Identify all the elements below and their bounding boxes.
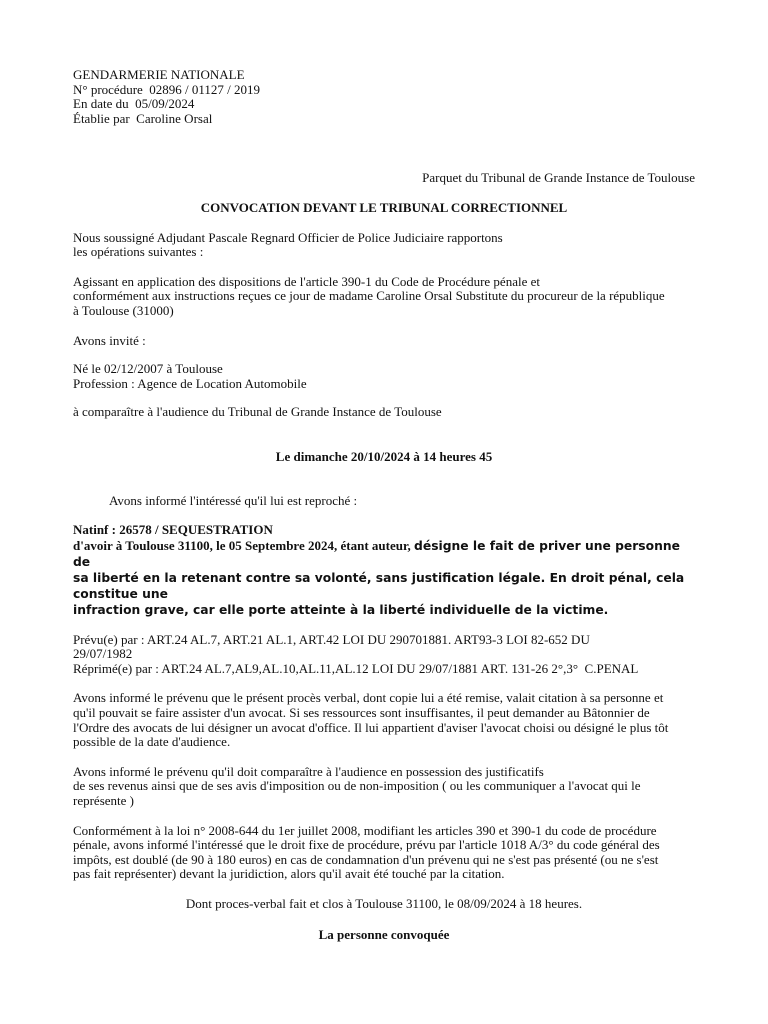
profession-line: Profession : Agence de Location Automobile <box>73 375 307 391</box>
justificatifs-paragraph <box>73 765 695 809</box>
loi-paragraph <box>73 824 695 882</box>
prevu-line-2: 29/07/1982 <box>73 646 133 662</box>
header-block <box>73 68 695 126</box>
informe-line-1: Avons informé le prévenu que le présent procès verbal, dont copie lui a été remise, valait citation à sa personne et <box>73 690 664 706</box>
natinf-line-1-serif: d'avoir à Toulouse 31100, le 05 Septembre 2024, étant auteur, <box>73 537 411 553</box>
informe-line-4: possible de la date d'audience. <box>73 734 231 750</box>
signature-label: La personne convoquée <box>318 926 450 942</box>
intro-line-1: Nous soussigné Adjudant Pascale Regnard Officier de Police Judiciaire rapportons <box>73 229 503 245</box>
natinf-title: Natinf : 26578 / SEQUESTRATION <box>73 522 273 538</box>
natinf-line-2: sa liberté en la retenant contre sa volonté, sans justification légale. En droit pénal, cela constitue une <box>73 570 685 601</box>
birth-line: Né le 02/12/2007 à Toulouse <box>73 361 223 377</box>
loi-line-2: pénale, avons informé l'intéressé que le droit fixe de procédure, prévu par l'article 1018 A/3° du code général des <box>73 837 660 853</box>
loi-line-4: pas fait représenter) devant la juridiction, alors qu'il avait été touché par la citation. <box>73 866 505 882</box>
justificatifs-line-1: Avons informé le prévenu qu'il doit comparaître à l'audience en possession des justificatifs <box>73 763 544 779</box>
intro-line-2: les opérations suivantes : <box>73 244 204 260</box>
reproche-line: Avons informé l'intéressé qu'il lui est reproché : <box>109 492 358 508</box>
document-title: CONVOCATION DEVANT LE TRIBUNAL CORRECTIONNEL <box>200 199 568 215</box>
document-page <box>73 68 695 942</box>
hearing-date: Le dimanche 20/10/2024 à 14 heures 45 <box>275 448 493 464</box>
informe-line-2: qu'il pouvait se faire assister d'un avocat. Si ses ressources sont insuffisantes, il peut demander au Bâtonnier de <box>73 705 650 721</box>
natinf-line-1-sans: désigne le fait de priver une personne de <box>73 538 680 569</box>
parquet-line: Parquet du Tribunal de Grande Instance de Toulouse <box>422 170 695 186</box>
natinf-block <box>73 523 695 618</box>
procedure-number: N° procédure 02896 / 01127 / 2019 <box>73 81 261 97</box>
justificatifs-line-3: représente ) <box>73 793 134 809</box>
prevu-block <box>73 633 695 677</box>
organization: GENDARMERIE NATIONALE <box>73 67 245 82</box>
intro-paragraph <box>73 231 695 260</box>
comparaitre-line: à comparaître à l'audience du Tribunal de Grande Instance de Toulouse <box>73 404 442 420</box>
loi-line-3: impôts, est doublé (de 90 à 180 euros) en cas de condamnation d'un prévenu qui ne s'est pas présenté (ou ne s'est <box>73 851 659 867</box>
justificatifs-line-2: de ses revenus ainsi que de ses avis d'imposition ou de non-imposition ( ou les communiquer a l'avocat qui le <box>73 778 641 794</box>
natinf-line-1 <box>73 538 695 570</box>
procedure-author: Établie par Caroline Orsal <box>73 110 213 126</box>
informe-line-3: l'Ordre des avocats de lui désigner un avocat d'office. Il lui appartient d'aviser l'avocat choisi ou désigné le plus tôt <box>73 719 669 735</box>
natinf-line-3: infraction grave, car elle porte atteinte à la liberté individuelle de la victime. <box>73 602 609 617</box>
agissant-line-3: à Toulouse (31000) <box>73 302 174 318</box>
agissant-paragraph <box>73 275 695 319</box>
informe-prevenu-paragraph <box>73 691 695 749</box>
person-block <box>73 362 695 391</box>
agissant-line-2: conformément aux instructions reçues ce jour de madame Caroline Orsal Substitute du procureur de la république <box>73 288 665 304</box>
procedure-date: En date du 05/09/2024 <box>73 96 195 112</box>
reprime-line: Réprimé(e) par : ART.24 AL.7,AL9,AL.10,AL.11,AL.12 LOI DU 29/07/1881 ART. 131-26 2°,3° C.PENAL <box>73 660 639 676</box>
closing-line: Dont proces-verbal fait et clos à Toulouse 31100, le 08/09/2024 à 18 heures. <box>185 896 583 911</box>
prevu-line-1: Prévu(e) par : ART.24 AL.7, ART.21 AL.1, ART.42 LOI DU 290701881. ART93-3 LOI 82-652 DU <box>73 631 590 647</box>
avons-invite: Avons invité : <box>73 332 146 348</box>
loi-line-1: Conformément à la loi n° 2008-644 du 1er juillet 2008, modifiant les articles 390 et 390-1 du code de procédure <box>73 822 657 838</box>
agissant-line-1: Agissant en application des dispositions de l'article 390-1 du Code de Procédure pénale et <box>73 273 540 289</box>
